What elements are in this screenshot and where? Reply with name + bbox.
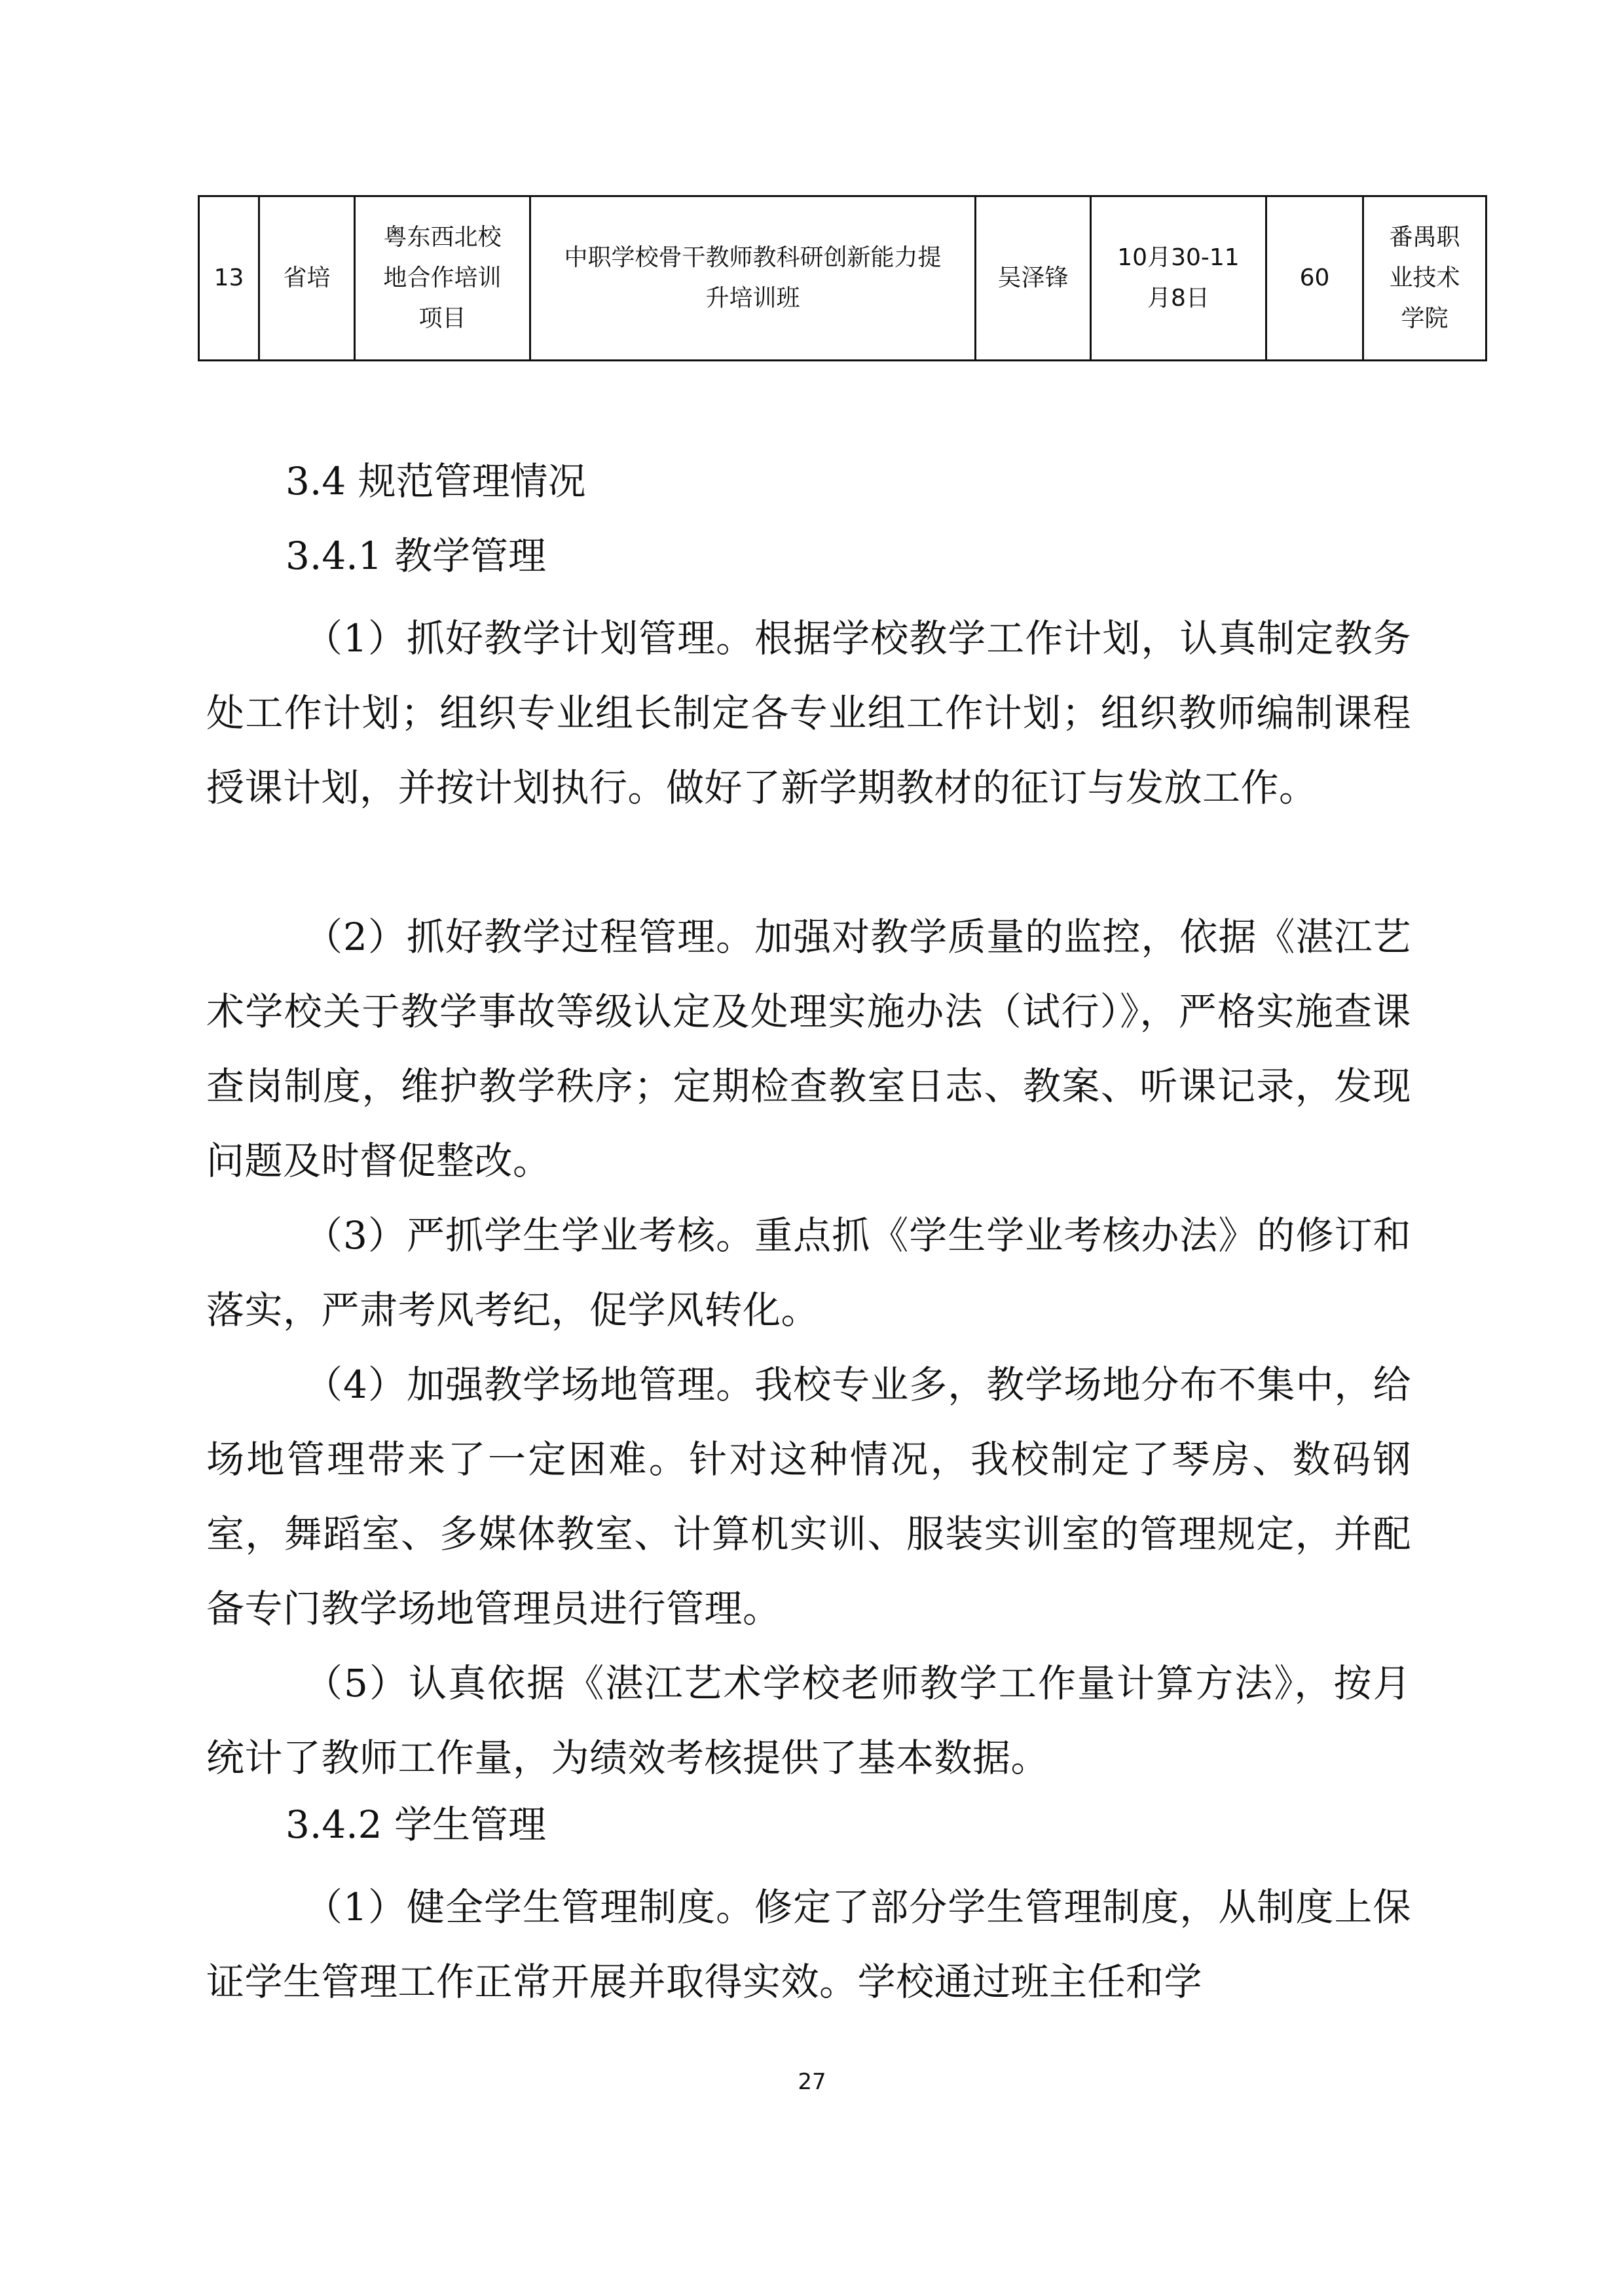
paragraph: （1）抓好教学计划管理。根据学校教学工作计划，认真制定教务处工作计划；组织专业组长制定各专业组工作计划；组织教师编制课程授课计划，并按计划执行。做好了新学期教材的征订与发放工作。 [206,616,1411,810]
cell-date: 10月30-11月8日 [1091,196,1266,361]
table-row [199,196,1486,361]
subsection-title-student: 3.4.2 学生管理 [286,1802,547,1847]
training-table [198,195,1487,361]
page-number: 27 [798,2069,826,2095]
paragraph: （2）抓好教学过程管理。加强对教学质量的监控，依据《湛江艺术学校关于教学事故等级认定及处理实施办法（试行）》，严格实施查课查岗制度，维护教学秩序；定期检查教室日志、教案、听课记录，发现问题及时督促整改。 [206,915,1411,1183]
cell-institution: 番禺职业技术学院 [1363,196,1486,361]
section-title: 3.4 规范管理情况 [286,459,586,503]
paragraph: （3）严抓学生学业考核。重点抓《学生学业考核办法》的修订和落实，严肃考风考纪，促学风转化。 [206,1213,1411,1332]
paragraph: （5）认真依据《湛江艺术学校老师教学工作量计算方法》，按月统计了教师工作量，为绩效考核提供了基本数据。 [206,1661,1411,1780]
cell-no: 13 [199,196,259,361]
cell-person: 吴泽锋 [976,196,1091,361]
paragraph: （1）健全学生管理制度。修定了部分学生管理制度，从制度上保证学生管理工作正常开展并取得实效。学校通过班主任和学 [206,1885,1411,2004]
cell-hours: 60 [1266,196,1363,361]
cell-project: 粤东西北校地合作培训项目 [355,196,530,361]
cell-level: 省培 [259,196,355,361]
paragraph: （4）加强教学场地管理。我校专业多，教学场地分布不集中，给场地管理带来了一定困难。针对这种情况，我校制定了琴房、数码钢室，舞蹈室、多媒体教室、计算机实训、服装实训室的管理规定，并配备专门教学场地管理员进行管理。 [206,1362,1411,1631]
cell-course: 中职学校骨干教师教科研创新能力提升培训班 [530,196,976,361]
subsection-title-teaching: 3.4.1 教学管理 [286,534,547,578]
